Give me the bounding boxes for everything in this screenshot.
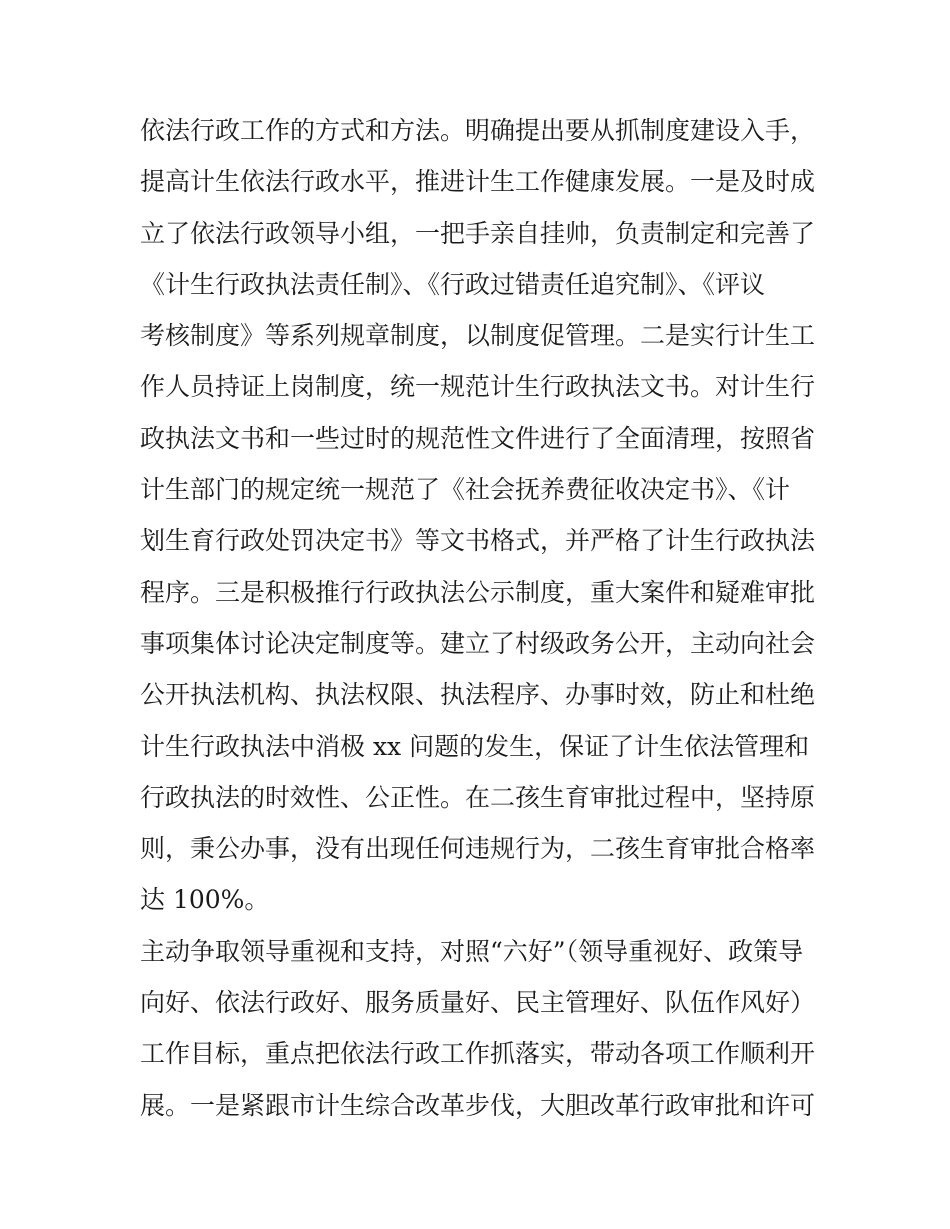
text-line: 展。一是紧跟市计生综合改革步伐，大胆改革行政审批和许可 (140, 1090, 816, 1120)
text-line: 《计生行政执法责任制》、《行政过错责任追究制》、《评议 (140, 269, 766, 299)
text-line: 公开执法机构、执法权限、执法程序、办事时效，防止和杜绝 (140, 680, 816, 710)
text-line: 计生行政执法中消极 xx 问题的发生，保证了计生依法管理和 (140, 731, 810, 761)
text-line: 立了依法行政领导小组，一把手亲自挂帅，负责制定和完善了 (140, 218, 816, 248)
text-line: 则，秉公办事，没有出现任何违规行为，二孩生育审批合格率 (140, 834, 816, 864)
text-line: 达 100%。 (140, 885, 270, 915)
text-line: 作人员持证上岗制度，统一规范计生行政执法文书。对计生行 (140, 372, 816, 402)
text-line: 政执法文书和一些过时的规范性文件进行了全面清理，按照省 (140, 423, 816, 453)
text-line: 主动争取领导重视和支持，对照“六好”（领导重视好、政策导 (140, 936, 804, 966)
text-line: 行政执法的时效性、公正性。在二孩生育审批过程中，坚持原 (140, 782, 816, 812)
text-line: 程序。三是积极推行行政执法公示制度，重大案件和疑难审批 (140, 577, 816, 607)
text-line: 事项集体讨论决定制度等。建立了村级政务公开，主动向社会 (140, 628, 816, 658)
text-line: 向好、依法行政好、服务质量好、民主管理好、队伍作风好） (140, 988, 816, 1018)
text-line: 计生部门的规定统一规范了《社会抚养费征收决定书》、《计 (140, 475, 791, 505)
text-line: 划生育行政处罚决定书》等文书格式，并严格了计生行政执法 (140, 526, 816, 556)
body-text (140, 105, 820, 1131)
text-line: 依法行政工作的方式和方法。明确提出要从抓制度建设入手， (140, 116, 816, 145)
text-line: 考核制度》等系列规章制度，以制度促管理。二是实行计生工 (140, 321, 816, 351)
text-line: 工作目标，重点把依法行政工作抓落实，带动各项工作顺利开 (140, 1039, 816, 1069)
text-line: 提高计生依法行政水平，推进计生工作健康发展。一是及时成 (140, 167, 816, 197)
